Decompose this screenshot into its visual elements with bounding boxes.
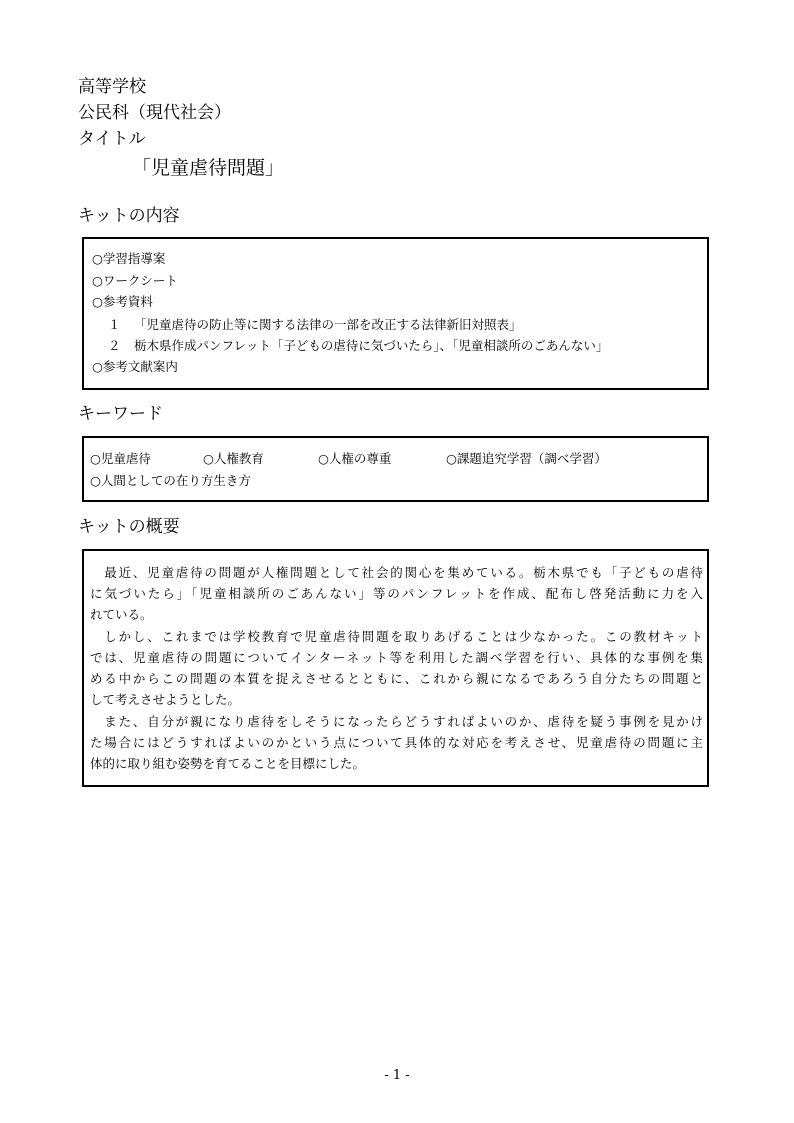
title-label: タイトル (78, 129, 146, 149)
overview-line: また、自分が親になり虐待をしそうになったらどうすればよいのか、虐待を疑う事例を見かけ (90, 714, 703, 729)
contents-subitem-1 (108, 316, 522, 334)
overview-line: に気づいたら」「児童相談所のごあんない」等のパンフレットを作成、配布し啓発活動に力を入 (90, 586, 703, 601)
contents-heading: キットの内容 (78, 206, 180, 226)
school-level: 高等学校 (78, 77, 146, 97)
keyword-inquiry-learning: ○課題追究学習（調べ学習） (446, 451, 607, 466)
keyword-respect-for-human-rights: ○人権の尊重 (318, 451, 392, 466)
contents-item-worksheet: ○ワークシート (92, 273, 178, 288)
contents-item-references: ○参考資料 (92, 294, 153, 309)
overview-line: 最近、児童虐待の問題が人権問題として社会的関心を集めている。栃木県でも「子どもの虐待 (90, 565, 703, 580)
document-title: 「児童虐待問題」 (132, 157, 285, 179)
page-number: - 1 - (384, 1068, 410, 1083)
keyword-human-rights-education: ○人権教育 (203, 451, 264, 466)
keywords-box (82, 436, 709, 502)
contents-subitem-2-number: ２ (108, 338, 121, 353)
overview-box (82, 549, 709, 787)
contents-box (82, 237, 709, 390)
overview-line: では、児童虐待の問題についてインターネット等を利用した調べ学習を行い、具体的な事例を集 (90, 650, 703, 665)
contents-subitem-2-text: 栃木県作成パンフレット「子どもの虐待に気づいたら」、「児童相談所のごあんない」 (134, 338, 609, 353)
keyword-child-abuse: ○児童虐待 (90, 451, 151, 466)
contents-item-lesson-plan: ○学習指導案 (92, 251, 166, 266)
overview-line: して考えさせようとした。 (90, 692, 241, 707)
overview-line: れている。 (90, 607, 153, 622)
contents-item-bibliography: ○参考文献案内 (92, 359, 178, 374)
keywords-heading: キーワード (78, 404, 163, 424)
overview-line: た場合にはどうすればよいのかという点について具体的な対応を考えさせ、児童虐待の問題に主 (90, 735, 703, 750)
overview-heading: キットの概要 (78, 517, 180, 537)
overview-line: 体的に取り組む姿勢を育てることを目標にした。 (90, 756, 366, 771)
keyword-way-of-life: ○人間としての在り方生き方 (90, 473, 251, 488)
contents-subitem-1-number: １ (108, 317, 121, 332)
overview-line: める中からこの問題の本質を捉えさせるとともに、これから親になるであろう自分たちの問題と (90, 671, 703, 686)
overview-line: しかし、これまでは学校教育で児童虐待問題を取りあげることは少なかった。この教材キット (90, 629, 703, 644)
contents-subitem-1-text: 「児童虐待の防止等に関する法律の一部を改正する法律新旧対照表」 (134, 317, 522, 332)
contents-subitem-2 (108, 337, 608, 355)
subject-label: 公民科（現代社会） (78, 103, 231, 123)
